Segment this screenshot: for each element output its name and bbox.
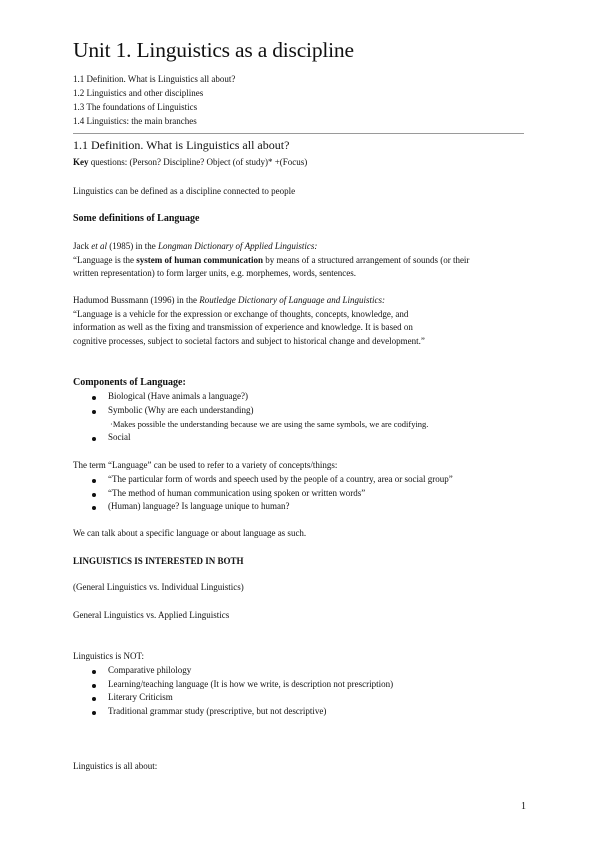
page-number: 1 [521, 801, 526, 812]
toc-item-1: 1.1 Definition. What is Linguistics all about? [73, 74, 236, 84]
definition-1-author: Jack [73, 241, 92, 251]
bullet-icon [92, 684, 96, 688]
definition-1-line-1 [73, 255, 469, 265]
bullet-icon [92, 437, 96, 441]
definition-2-line-2: information as well as the fixing and transmission of experience and knowledge. It is based on [73, 322, 413, 332]
component-item-3: Social [108, 432, 131, 442]
definition-1-etal: et al [91, 241, 107, 251]
toc-item-2: 1.2 Linguistics and other disciplines [73, 88, 204, 98]
not-item-2: Learning/teaching language (It is how we write, is description not prescription) [108, 679, 394, 689]
term-item-3: (Human) language? Is language unique to human? [108, 501, 290, 511]
general-vs-individual: (General Linguistics vs. Individual Linguistics) [73, 582, 244, 592]
bullet-icon [92, 670, 96, 674]
not-heading: Linguistics is NOT: [73, 651, 145, 661]
section-heading: 1.1 Definition. What is Linguistics all about? [73, 138, 290, 152]
document-title: Unit 1. Linguistics as a discipline [73, 38, 354, 62]
definition-2-line-3: cognitive processes, subject to societal factors and subject to historical change and development.” [73, 336, 425, 346]
definition-2-author: Hadumod Bussmann (1996) in the [73, 295, 200, 305]
bullet-icon [92, 410, 96, 414]
definition-2-source [73, 295, 385, 305]
term-intro: The term “Language” can be used to refer to a variety of concepts/things: [73, 460, 338, 470]
not-item-4: Traditional grammar study (prescriptive, but not descriptive) [108, 706, 327, 716]
key-label: Key [73, 157, 89, 167]
term-item-1: “The particular form of words and speech used by the people of a country, area or social group” [108, 474, 453, 484]
components-heading: Components of Language: [73, 377, 186, 388]
toc-item-3: 1.3 The foundations of Linguistics [73, 102, 198, 112]
specific-language-text: We can talk about a specific language or about language as such. [73, 528, 307, 538]
term-item-2: “The method of human communication using spoken or written words” [108, 488, 366, 498]
defined-as-text: Linguistics can be defined as a discipline connected to people [73, 186, 296, 196]
components-note: ·Makes possible the understanding because we are using the same symbols, we are codifying. [110, 419, 429, 429]
bullet-icon [92, 493, 96, 497]
not-item-3: Literary Criticism [108, 692, 173, 702]
definition-1-year: (1985) in the [107, 241, 158, 251]
definition-1-source [73, 241, 317, 251]
section-divider [73, 133, 524, 134]
not-item-1: Comparative philology [108, 665, 192, 675]
bullet-icon [92, 396, 96, 400]
all-about-text: Linguistics is all about: [73, 761, 158, 771]
definition-1-line-1-end: by means of a structured arrangement of sounds (or their [263, 255, 470, 265]
general-vs-applied: General Linguistics vs. Applied Linguistics [73, 610, 230, 620]
component-item-2: Symbolic (Why are each understanding) [108, 405, 254, 415]
definition-1-line-1-start: “Language is the [73, 255, 137, 265]
definitions-heading: Some definitions of Language [73, 213, 200, 224]
toc-item-4: 1.4 Linguistics: the main branches [73, 116, 197, 126]
interested-heading: LINGUISTICS IS INTERESTED IN BOTH [73, 556, 244, 566]
definition-2-line-1: “Language is a vehicle for the expression or exchange of thoughts, concepts, knowledge, and [73, 309, 409, 319]
bullet-icon [92, 711, 96, 715]
bullet-icon [92, 479, 96, 483]
definition-1-dictionary: Longman Dictionary of Applied Linguistics: [158, 241, 318, 251]
key-questions-text: questions: (Person? Discipline? Object (of study)* +(Focus) [88, 157, 308, 167]
key-questions [73, 157, 307, 167]
definition-2-dictionary: Routledge Dictionary of Language and Linguistics: [199, 295, 385, 305]
definition-1-line-2: written representation) to form larger units, e.g. morphemes, words, sentences. [73, 268, 357, 278]
component-item-1: Biological (Have animals a language?) [108, 391, 248, 401]
bullet-icon [92, 506, 96, 510]
definition-1-bold-phrase: system of human communication [136, 255, 263, 265]
bullet-icon [92, 697, 96, 701]
